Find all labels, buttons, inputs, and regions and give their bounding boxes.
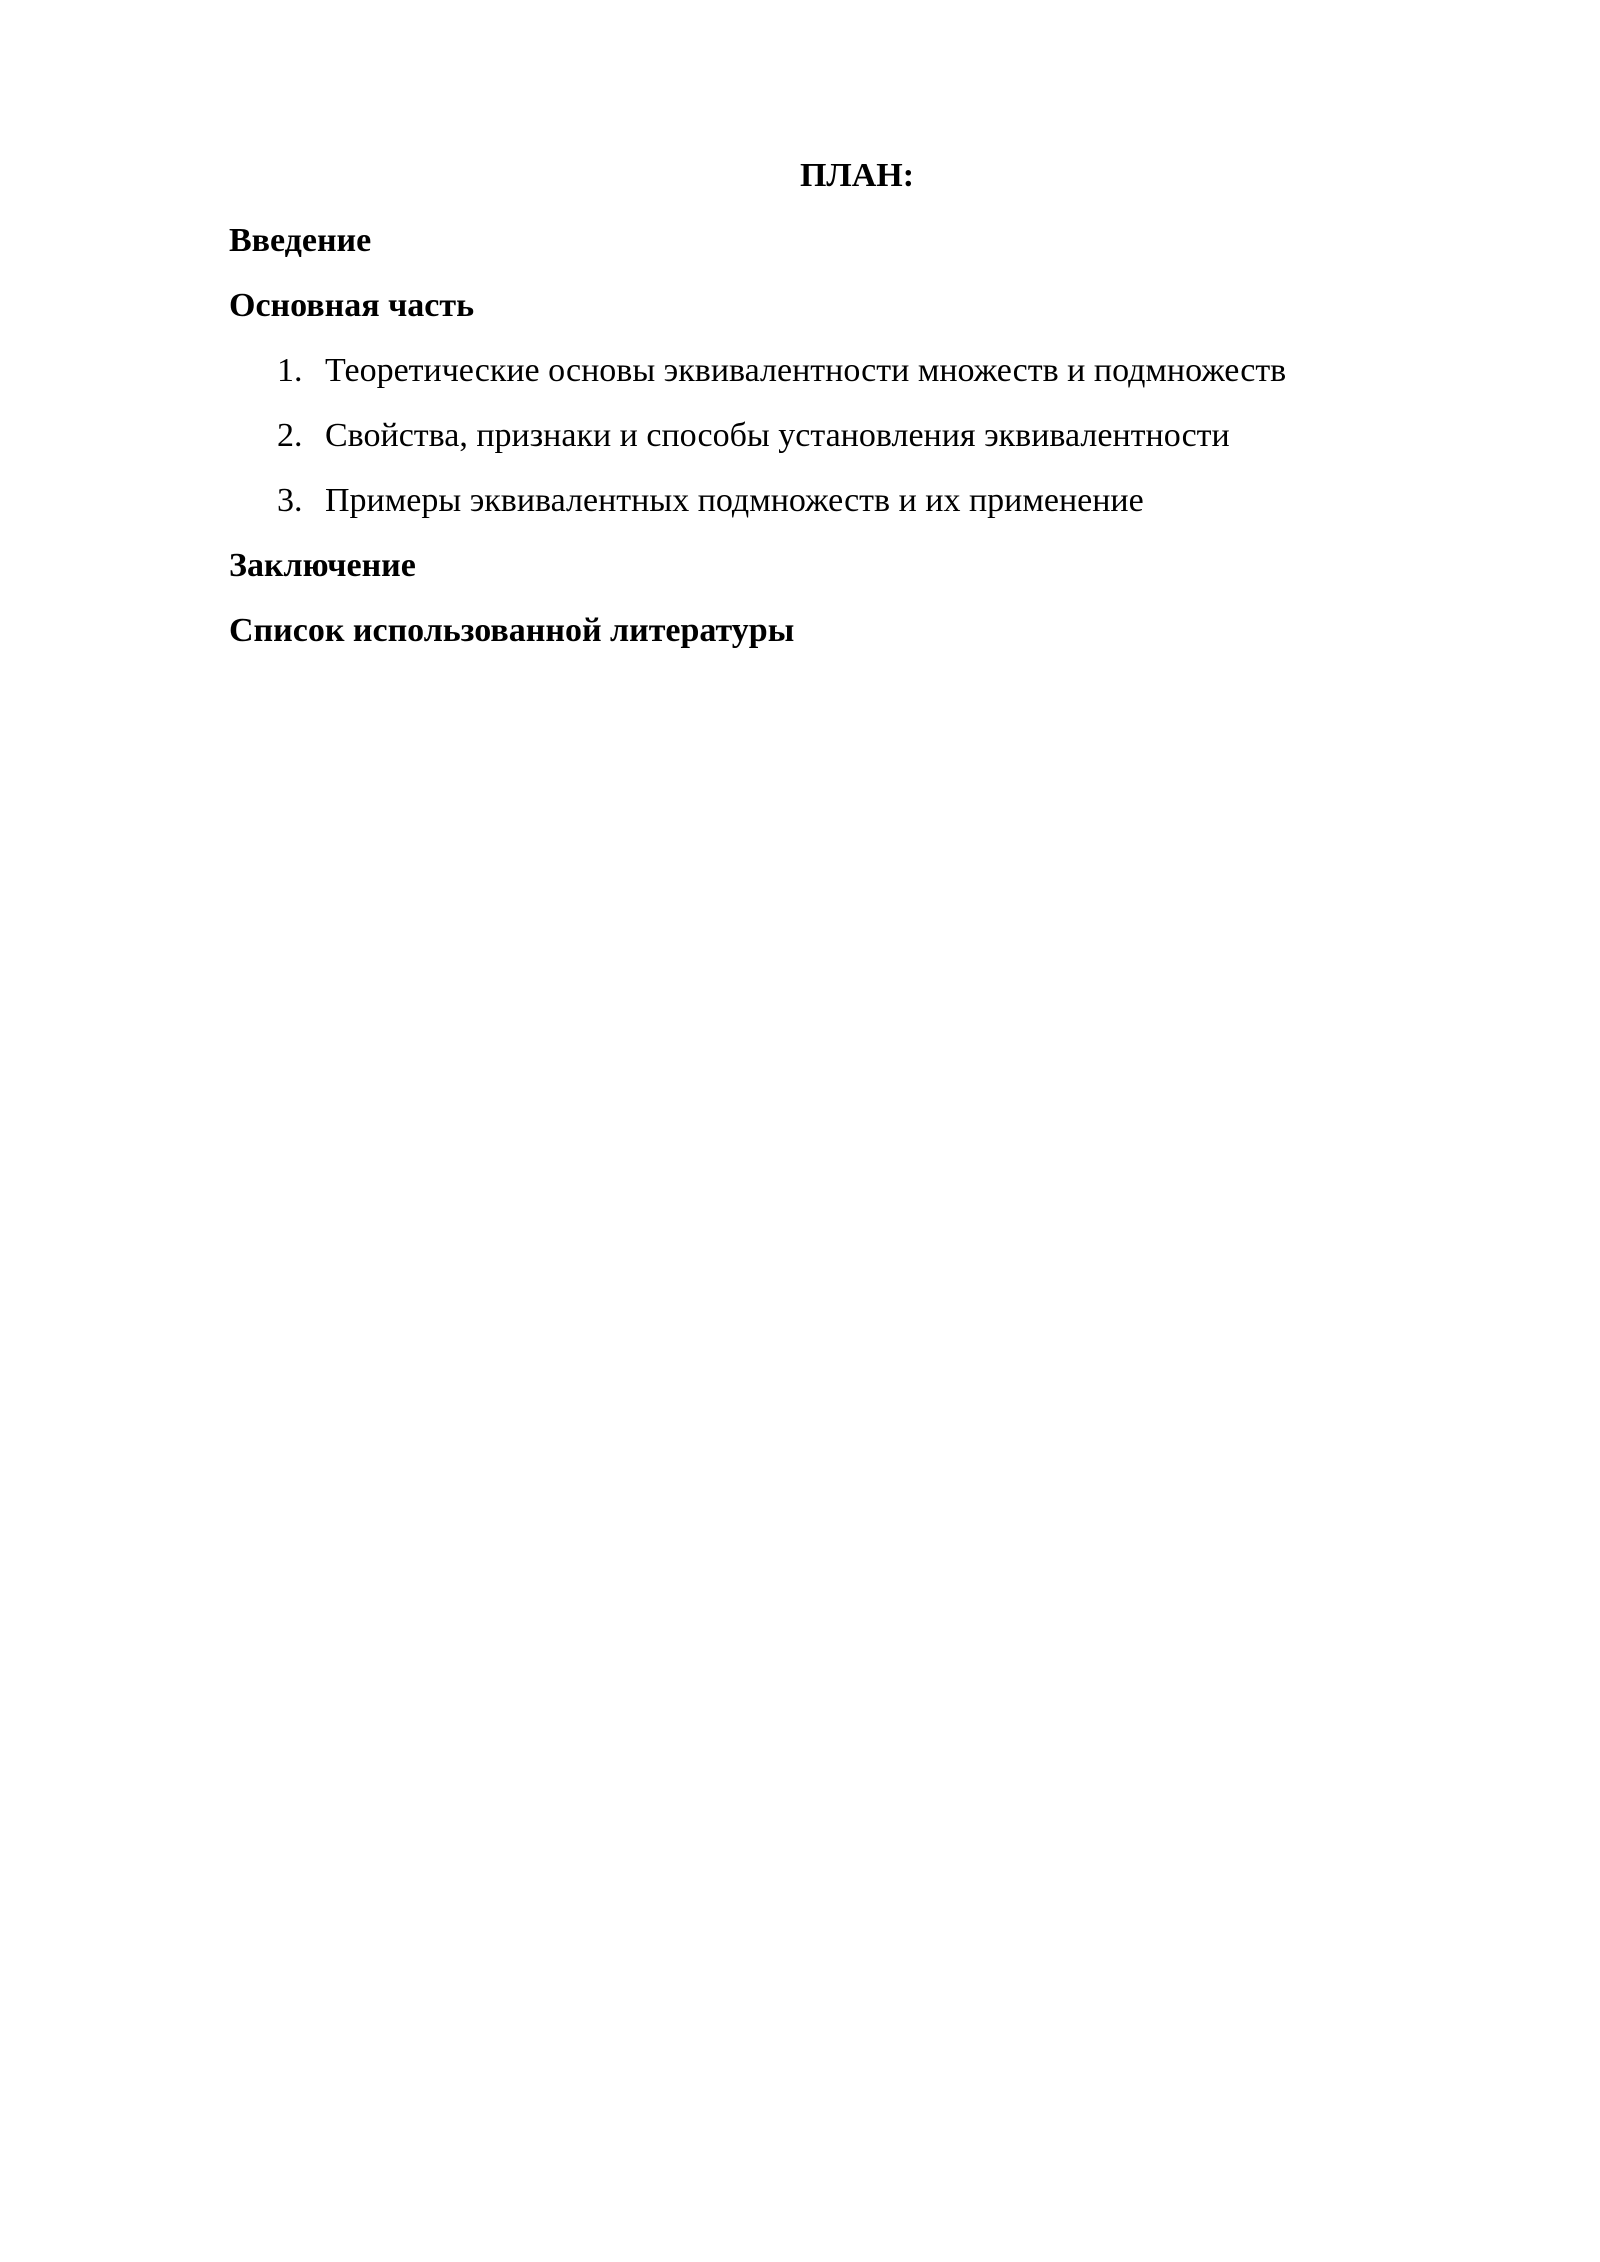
list-item-text: Примеры эквивалентных подмножеств и их применение <box>325 482 1144 519</box>
list-item-number: 1. <box>277 352 303 389</box>
list-item-number: 2. <box>277 417 303 454</box>
heading-references: Список использованной литературы <box>229 612 795 649</box>
list-item <box>229 345 1429 397</box>
plan-content <box>229 150 1429 657</box>
list-item-text: Теоретические основы эквивалентности множеств и подмножеств <box>325 352 1287 389</box>
main-part-list <box>229 345 1429 527</box>
list-item-number: 3. <box>277 482 303 519</box>
list-item <box>229 410 1429 462</box>
heading-main-part: Основная часть <box>229 287 475 324</box>
heading-conclusion: Заключение <box>229 547 416 584</box>
list-item <box>229 475 1429 527</box>
heading-introduction: Введение <box>229 222 372 259</box>
page-title: ПЛАН: <box>799 157 915 194</box>
list-item-text: Свойства, признаки и способы установления эквивалентности <box>325 417 1230 454</box>
